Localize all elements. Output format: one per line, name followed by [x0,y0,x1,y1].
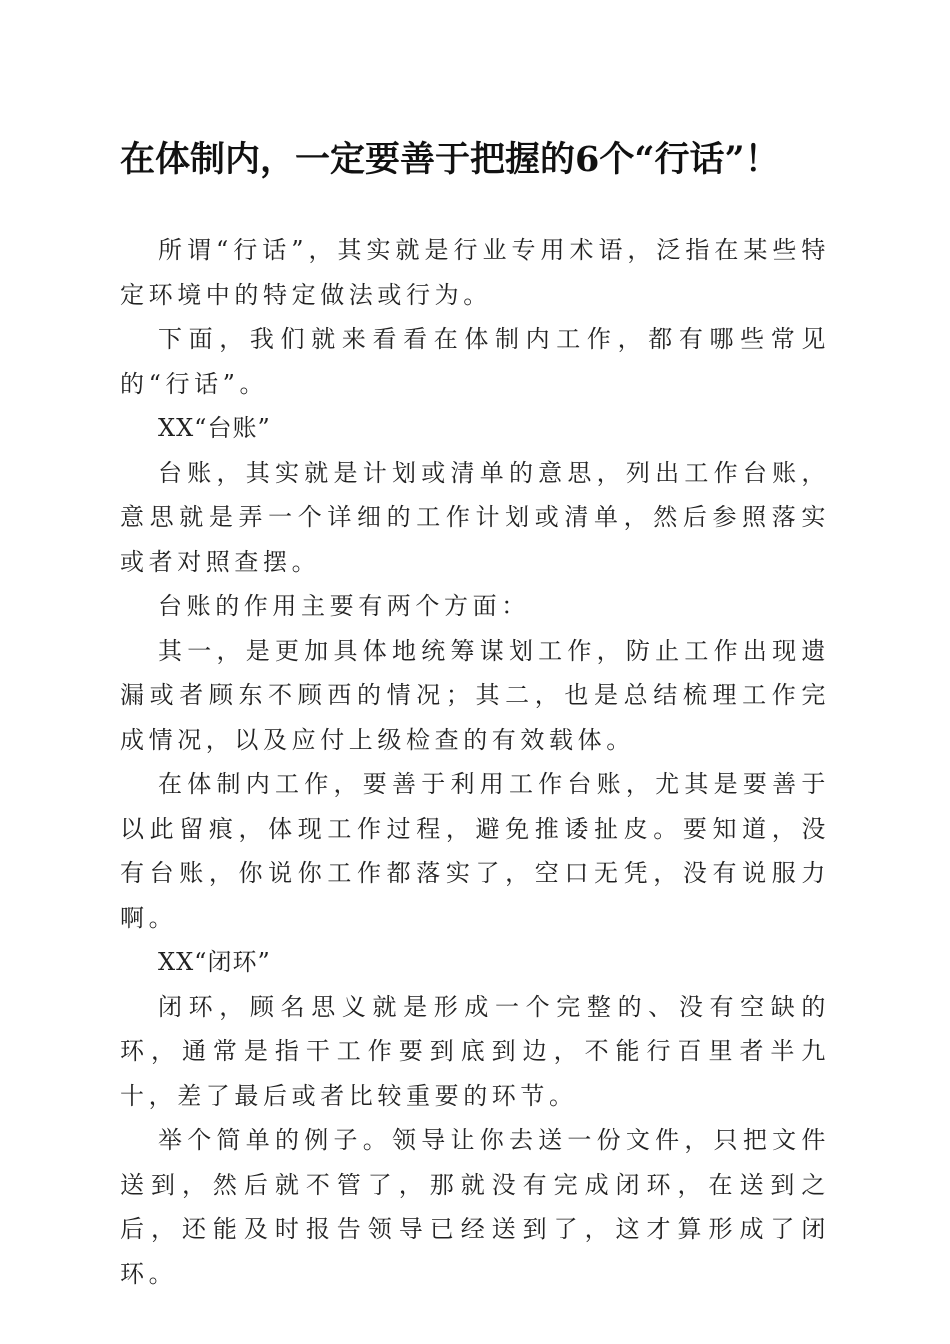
paragraph-overview: 下面，我们就来看看在体制内工作，都有哪些常见的“行话”。 [120,325,830,398]
paragraph-ledger-definition: 台账，其实就是计划或清单的意思，列出工作台账，意思就是弄一个详细的工作计划或清单，然后参照落实或者对照查摆。 [120,458,830,576]
paragraph-ledger-roles: 台账的作用主要有两个方面： [158,592,530,620]
section-heading-ledger: XX“台账” [158,414,271,442]
paragraph-ledger-functions: 其一，是更加具体地统筹谋划工作，防止工作出现遗漏或者顾东不顾西的情况；其二，也是总结梳理工作完成情况，以及应付上级检查的有效载体。 [120,636,830,754]
paragraph-intro: 所谓“行话”，其实就是行业专用术语，泛指在某些特定环境中的特定做法或行为。 [120,236,830,309]
paragraph-closed-loop-definition: 闭环，顾名思义就是形成一个完整的、没有空缺的环，通常是指干工作要到底到边，不能行百里者半九十，差了最后或者比较重要的环节。 [120,992,830,1110]
document-title: 在体制内，一定要善于把握的6个“行话”！ [120,139,780,180]
document-body [120,228,830,1296]
paragraph-ledger-advice: 在体制内工作，要善于利用工作台账，尤其是要善于以此留痕，体现工作过程，避免推诿扯皮。要知道，没有台账，你说你工作都落实了，空口无凭，没有说服力啊。 [120,770,830,932]
section-heading-closed-loop: XX“闭环” [158,948,271,976]
paragraph-closed-loop-example: 举个简单的例子。领导让你去送一份文件，只把文件送到，然后就不管了，那就没有完成闭环，在送到之后，还能及时报告领导已经送到了，这才算形成了闭环。 [120,1126,830,1288]
